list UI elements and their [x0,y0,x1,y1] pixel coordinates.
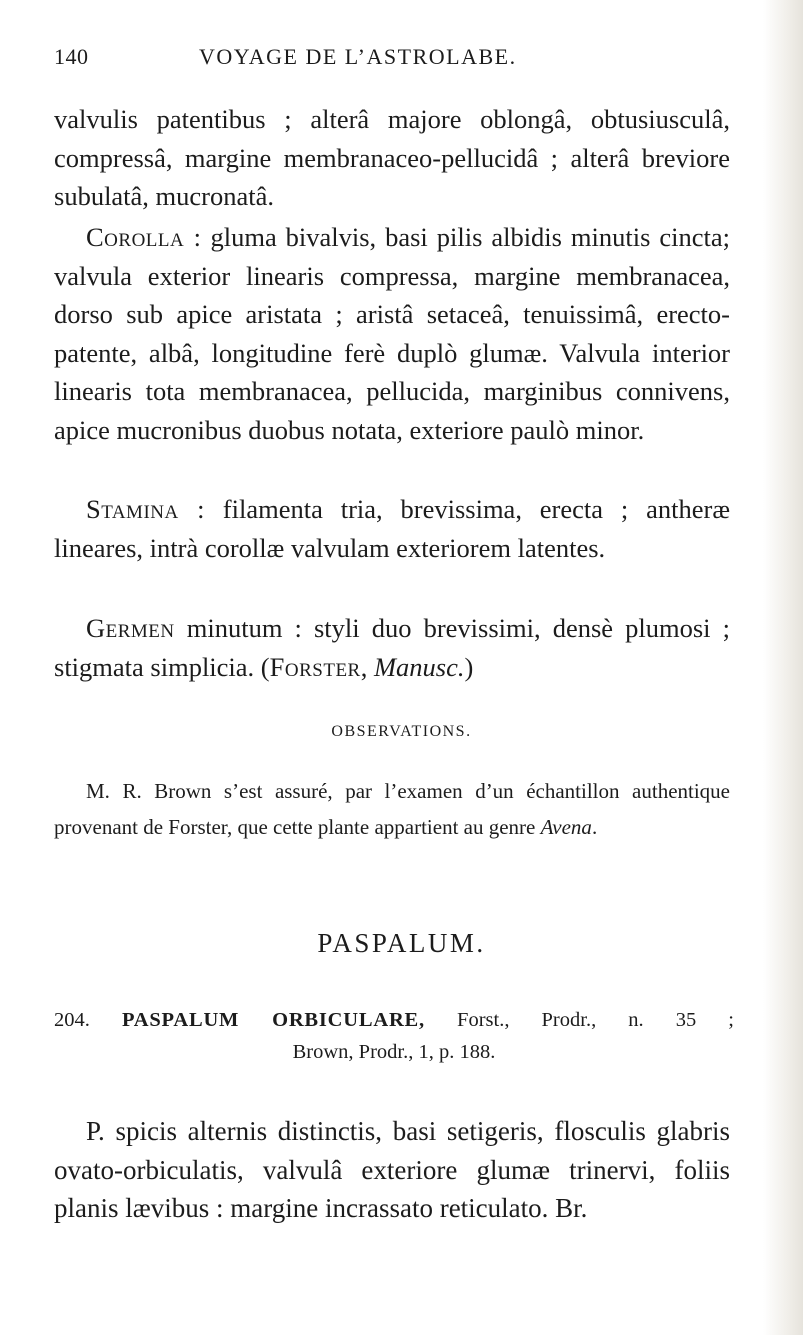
germen-text: minutum : styli duo brevissimi, densè plumosi ; stigmata simplicia. ( [54,613,730,682]
germen-sep: , [360,651,374,682]
species-ref1: Forst., Prodr., n. 35 ; [457,1009,734,1031]
stamina-paragraph [54,490,730,567]
page-number: 140 [54,44,89,69]
continuation-paragraph [54,100,730,216]
corolla-paragraph [54,218,730,450]
stamina-label: Stamina : [86,494,205,524]
observations-end: . [591,815,598,839]
species-description-text: P. spicis alternis distinctis, basi setigeris, flosculis glabris ovato-orbiculatis, valvulâ exteriore glumæ trinervi, foliis planis lævibus : margine incrassato reticulato. Br. [54,1116,730,1223]
germen-source: Manusc. [373,651,465,682]
page-edge-shadow [763,0,803,1335]
germen-paragraph [54,609,730,686]
corolla-label: Corolla : [86,222,202,252]
germen-author: Forster [269,651,361,682]
species-ref2: Brown, Prodr., 1, p. 188. [292,1041,496,1063]
species-entry [54,1004,734,1068]
observations-heading: OBSERVATIONS. [331,723,472,740]
section-title: PASPALUM. [317,928,486,958]
observations-text: M. R. Brown s’est assuré, par l’examen d’un échantillon authentique provenant de Forster, que cette plante appartient au genre [54,779,730,839]
corolla-text: gluma bivalvis, basi pilis albidis minutis cincta; valvula exterior linearis compressa, margine membranacea, dorso sub apice aristata ; aristâ setaceâ, tenuissimâ, erecto-patente, albâ, longitudine ferè duplò glumæ. Valvula interior linearis tota membranacea, pellucida, marginibus connivens, apice mucronibus duobus notata, exteriore paulò minor. [54,222,730,445]
observations-paragraph [54,773,730,845]
observations-genus: Avena [540,815,592,839]
continuation-text: valvulis patentibus ; alterâ majore oblongâ, obtusiusculâ, compressâ, margine membranaceo-pellucidâ ; alterâ breviore subulatâ, mucronatâ. [54,104,730,212]
species-number: 204. [54,1009,90,1031]
stamina-text: filamenta tria, brevissima, erecta ; antheræ lineares, intrà corollæ valvulam exteriorem latentes. [54,494,730,563]
running-title: VOYAGE DE L’ASTROLABE. [199,44,517,69]
germen-close: ) [464,651,474,682]
species-description [54,1112,730,1228]
species-entry-line1 [54,1004,734,1036]
germen-label: Germen [86,613,175,643]
page-header [54,44,734,78]
species-name: PASPALUM ORBICULARE, [121,1009,425,1031]
